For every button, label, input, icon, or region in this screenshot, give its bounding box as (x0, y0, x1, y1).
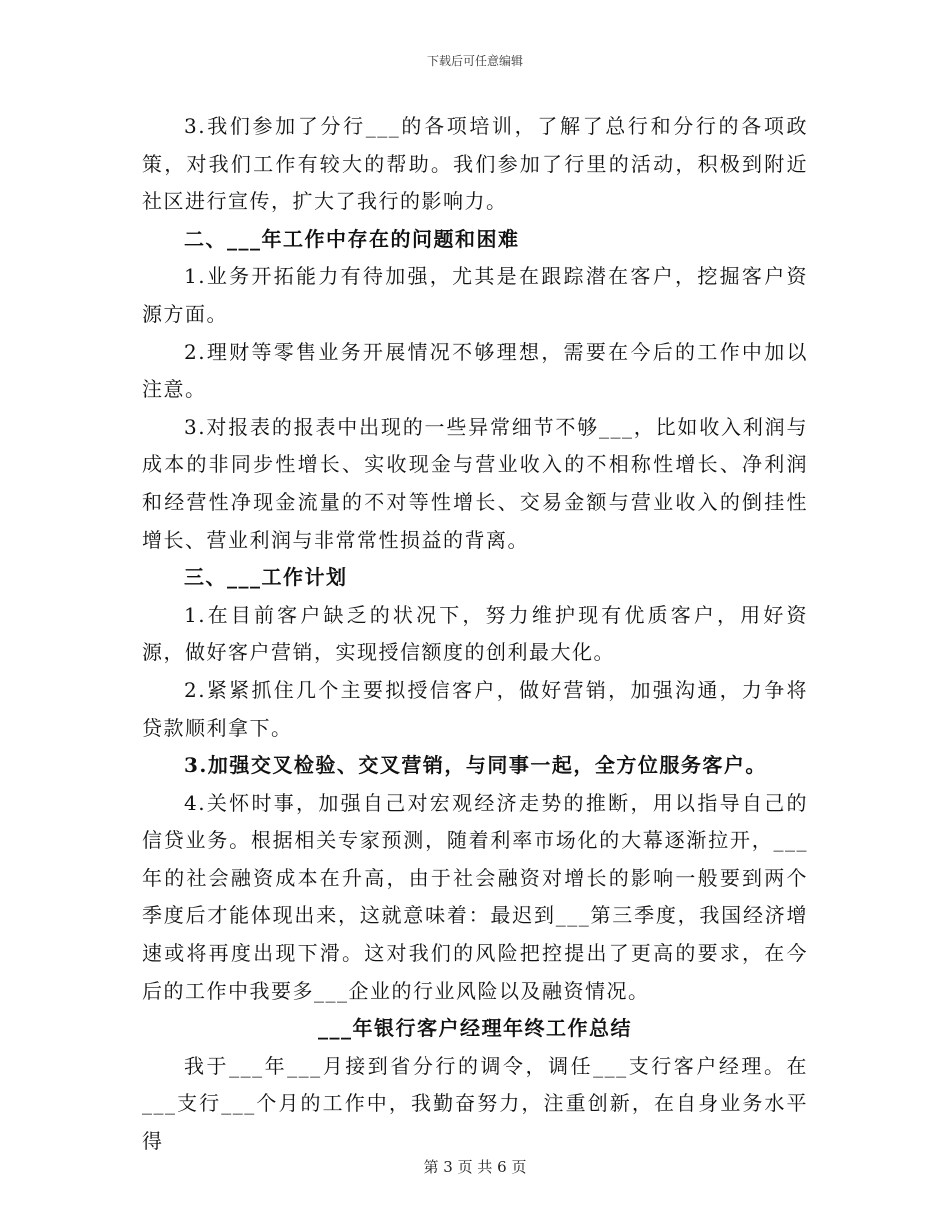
paragraph-problem-1: 1.业务开拓能力有待加强，尤其是在跟踪潜在客户，挖掘客户资源方面。 (142, 264, 808, 326)
section-heading-plan: 三、___工作计划 (184, 565, 348, 590)
paragraph-plan-1: 1.在目前客户缺乏的状况下，努力维护现有优质客户，用好资源，做好客户营销，实现授信额度的创利最大化。 (142, 602, 808, 665)
document-title: ___年银行客户经理年终工作总结 (318, 1016, 632, 1041)
document-body (142, 108, 808, 1161)
page-number: 第 3 页 共 6 页 (423, 1158, 527, 1176)
paragraph-training: 3.我们参加了分行___的各项培训，了解了总行和分行的各项政策，对我们工作有较大的帮助。我们参加了行里的活动，积极到附近社区进行宣传，扩大了我行的影响力。 (142, 114, 808, 214)
paragraph-problem-3: 3.对报表的报表中出现的一些异常细节不够___，比如收入利润与成本的非同步性增长、实收现金与营业收入的不相称性增长、净利润和经营性净现金流量的不对等性增长、交易金额与营业收入的倒挂性增长、营业利润与非常常性损益的背离。 (142, 414, 808, 552)
paragraph-plan-2: 2.紧紧抓住几个主要拟授信客户，做好营销，加强沟通，力争将贷款顺利拿下。 (142, 677, 808, 740)
page-header: 下载后可任意编辑 (426, 54, 523, 68)
paragraph-intro: 我于___年___月接到省分行的调令，调任___支行客户经理。在___支行___个月的工作中，我勤奋努力，注重创新，在自身业务水平得 (142, 1053, 808, 1154)
paragraph-plan-3: 3.加强交叉检验、交叉营销，与同事一起，全方位服务客户。 (184, 753, 767, 778)
section-heading-problems: 二、___年工作中存在的问题和困难 (184, 226, 520, 251)
paragraph-plan-4: 4.关怀时事，加强自己对宏观经济走势的推断，用以指导自己的信贷业务。根据相关专家预测，随着利率市场化的大幕逐渐拉开，___年的社会融资成本在升高，由于社会融资对增长的影响一般要到两个季度后才能体现出来，这就意味着：最迟到___第三季度，我国经济增速或将再度出现下滑。这对我们的风险把控提出了更高的要求，在今后的工作中我要多___企业的行业风险以及融资情况。 (142, 790, 808, 1003)
paragraph-problem-2: 2.理财等零售业务开展情况不够理想，需要在今后的工作中加以注意。 (142, 339, 808, 402)
